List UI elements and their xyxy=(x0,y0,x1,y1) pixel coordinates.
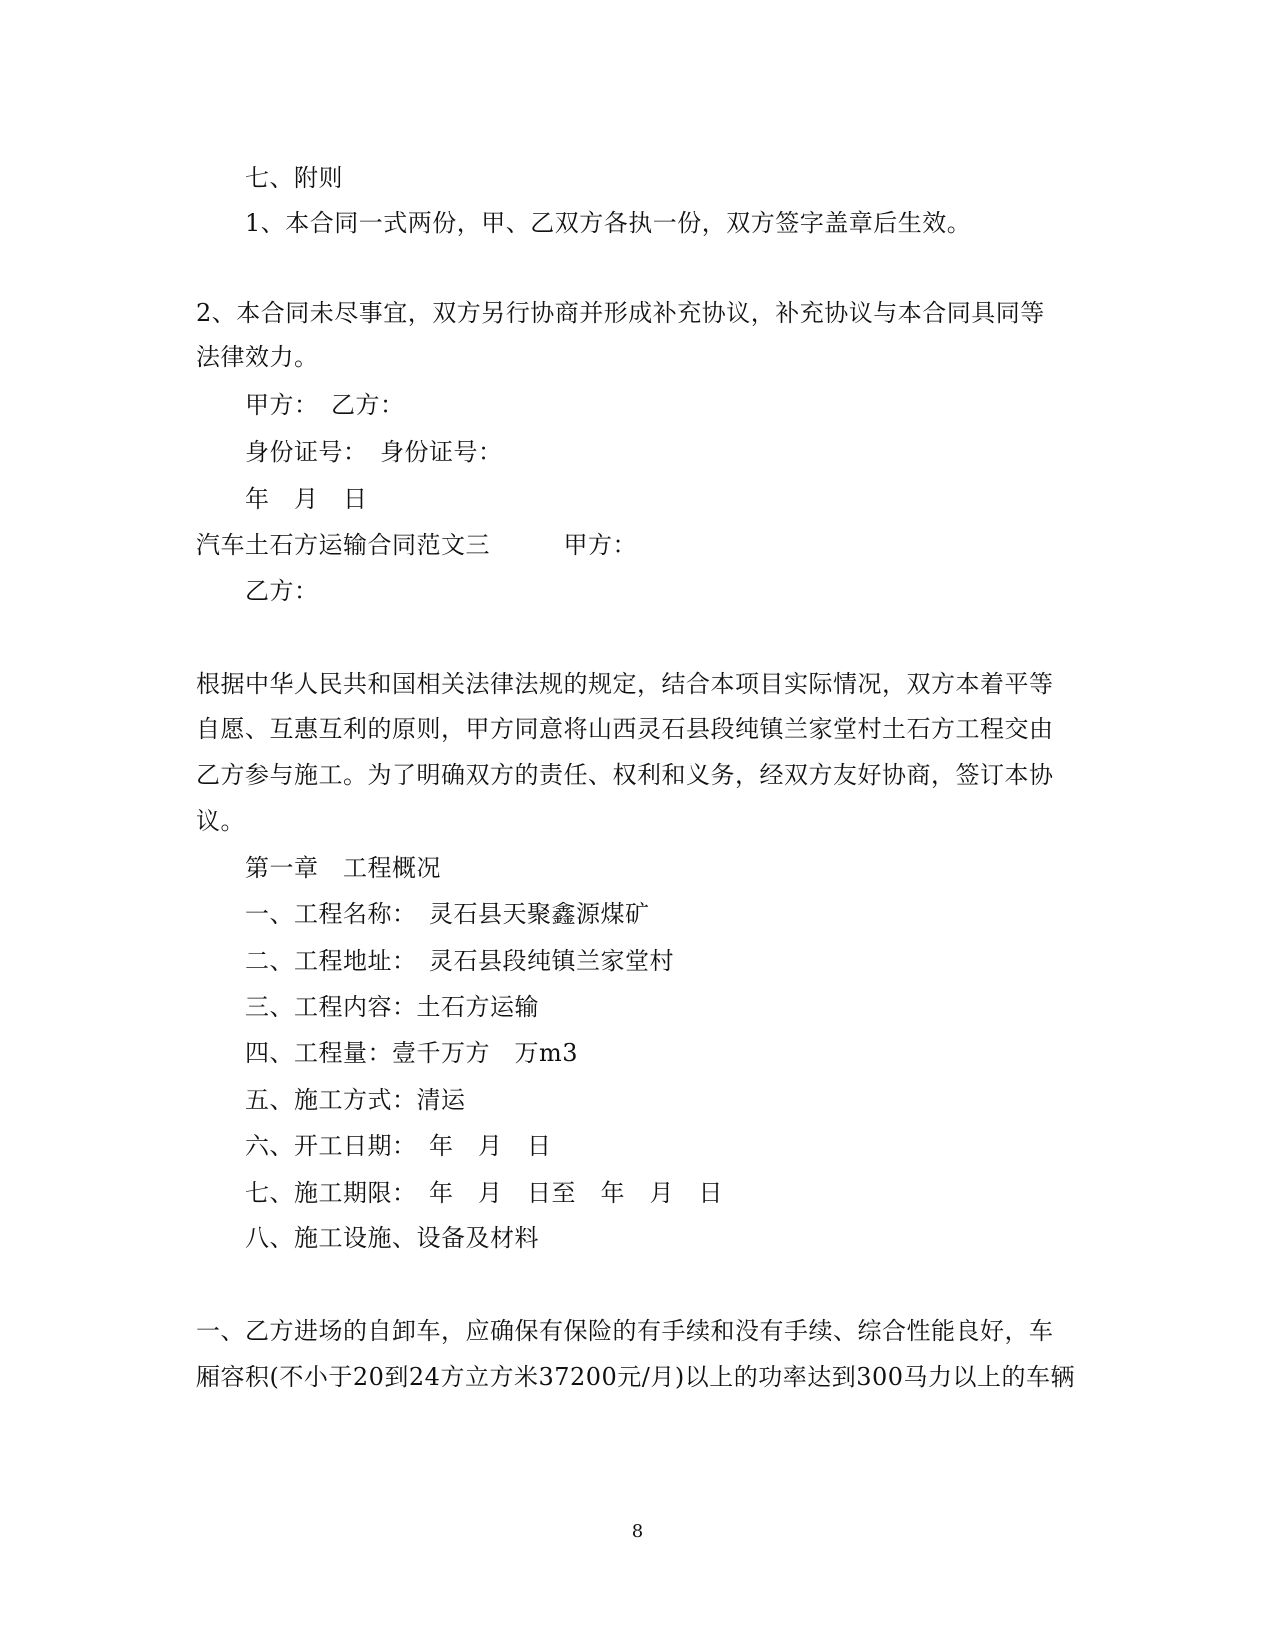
project-name: 一、工程名称： 灵石县天聚鑫源煤矿 xyxy=(245,900,650,928)
clause-1: 1、本合同一式两份，甲、乙双方各执一份，双方签字盖章后生效。 xyxy=(245,209,972,237)
facilities-heading: 八、施工设施、设备及材料 xyxy=(245,1224,539,1252)
project-quantity: 四、工程量：壹千万方 万m3 xyxy=(245,1039,579,1067)
vehicle-clause-line-1: 一、乙方进场的自卸车，应确保有保险的有手续和没有手续、综合性能良好，车 xyxy=(196,1317,1054,1345)
project-address: 二、工程地址： 灵石县段纯镇兰家堂村 xyxy=(245,947,674,975)
clause-2-line-2: 法律效力。 xyxy=(196,343,319,371)
signature-parties: 甲方： 乙方： xyxy=(245,391,405,419)
section-heading-appendix: 七、附则 xyxy=(245,164,343,192)
preamble-line-2: 自愿、互惠互利的原则，甲方同意将山西灵石县段纯镇兰家堂村土石方工程交由 xyxy=(196,715,1054,743)
preamble-line-1: 根据中华人民共和国相关法律法规的规定，结合本项目实际情况，双方本着平等 xyxy=(196,670,1054,698)
party-b-label: 乙方： xyxy=(245,577,319,605)
signature-id-numbers: 身份证号： 身份证号： xyxy=(245,438,503,466)
clause-2-line-1: 2、本合同未尽事宜，双方另行协商并形成补充协议，补充协议与本合同具同等 xyxy=(196,299,1045,327)
preamble-line-3: 乙方参与施工。为了明确双方的责任、权利和义务，经双方友好协商，签订本协 xyxy=(196,761,1054,789)
chapter-1-heading: 第一章 工程概况 xyxy=(245,854,441,882)
vehicle-clause-line-2: 厢容积(不小于20到24方立方米37200元/月)以上的功率达到300马力以上的车辆 xyxy=(196,1363,1076,1391)
construction-method: 五、施工方式：清运 xyxy=(245,1086,466,1114)
construction-period: 七、施工期限： 年 月 日至 年 月 日 xyxy=(245,1179,723,1207)
signature-date: 年 月 日 xyxy=(245,485,368,513)
preamble-line-4: 议。 xyxy=(196,807,245,835)
contract-title-party-a: 汽车土石方运输合同范文三 甲方： xyxy=(196,531,637,559)
page-number: 8 xyxy=(631,1521,644,1542)
project-content: 三、工程内容：土石方运输 xyxy=(245,993,539,1021)
start-date: 六、开工日期： 年 月 日 xyxy=(245,1132,552,1160)
